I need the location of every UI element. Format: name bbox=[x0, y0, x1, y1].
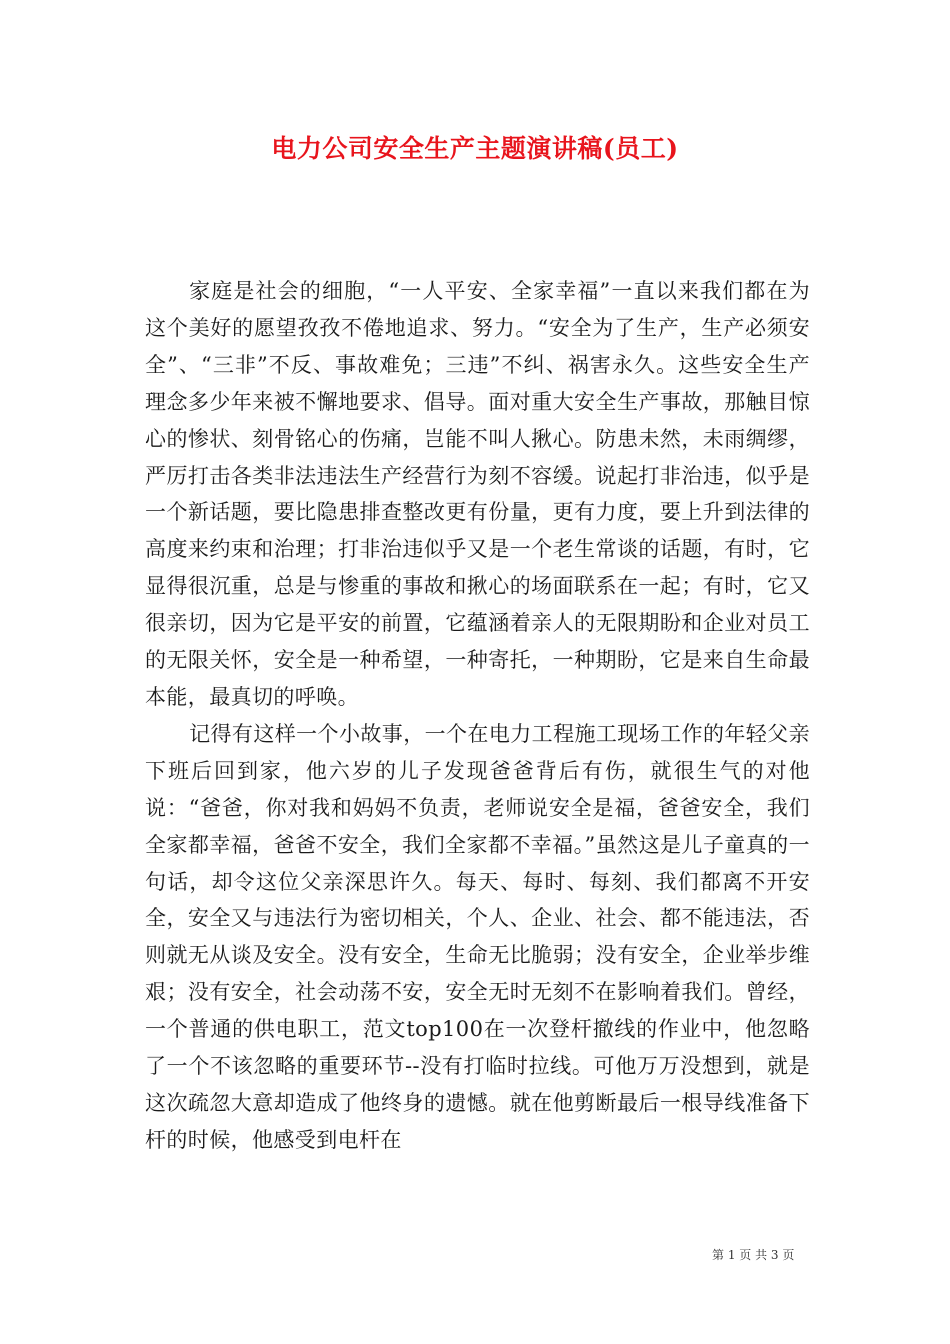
body-paragraph-1: 家庭是社会的细胞，“一人平安、全家幸福”一直以来我们都在为这个美好的愿望孜孜不倦地追求、努力。“安全为了生产，生产必须安全”、“三非”不反、事故难免；三违”不纠、祸害永久。这些安全生产理念多少年来被不懈地要求、倡导。面对重大安全生产事故，那触目惊心的惨状、刻骨铭心的伤痛，岂能不叫人揪心。防患未然，未雨绸缪，严厉打击各类非法违法生产经营行为刻不容缓。说起打非治违，似乎是一个新话题，要比隐患排查整改更有份量，更有力度，要上升到法律的高度来约束和治理；打非治违似乎又是一个老生常谈的话题，有时，它显得很沉重，总是与惨重的事故和揪心的场面联系在一起；有时，它又很亲切，因为它是平安的前置，它蕴涵着亲人的无限期盼和企业对员工的无限关怀，安全是一种希望，一种寄托，一种期盼，它是来自生命最本能，最真切的呼唤。 bbox=[145, 279, 810, 709]
page-number-label: 第 1 页 共 3 页 bbox=[712, 1248, 795, 1262]
document-title: 电力公司安全生产主题演讲稿(员工) bbox=[271, 134, 679, 163]
document-body bbox=[145, 273, 810, 1159]
page-number-footer bbox=[712, 1247, 832, 1263]
body-paragraph-2: 记得有这样一个小故事，一个在电力工程施工现场工作的年轻父亲下班后回到家，他六岁的儿子发现爸爸背后有伤，就很生气的对他说：“爸爸，你对我和妈妈不负责，老师说安全是福，爸爸安全，我们全家都幸福，爸爸不安全，我们全家都不幸福。”虽然这是儿子童真的一句话，却令这位父亲深思许久。每天、每时、每刻、我们都离不开安全，安全又与违法行为密切相关，个人、企业、社会、都不能违法，否则就无从谈及安全。没有安全，生命无比脆弱；没有安全，企业举步维艰；没有安全，社会动荡不安，安全无时无刻不在影响着我们。曾经，一个普通的供电职工，范文top100在一次登杆撤线的作业中，他忽略了一个不该忽略的重要环节--没有打临时拉线。可他万万没想到，就是这次疏忽大意却造成了他终身的遗憾。就在他剪断最后一根导线准备下杆的时候，他感受到电杆在 bbox=[145, 721, 810, 1152]
